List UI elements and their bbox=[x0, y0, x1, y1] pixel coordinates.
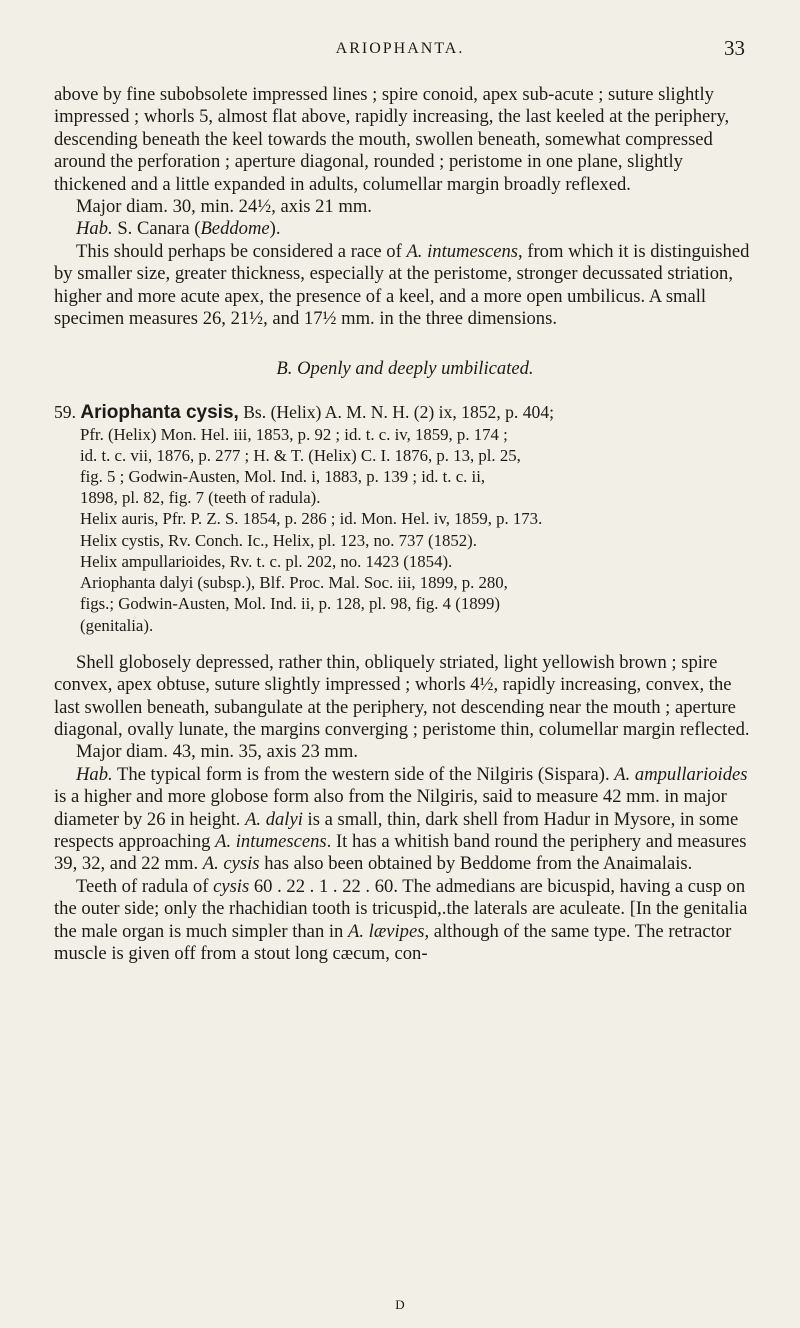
species-first-ref: Bs. (Helix) A. M. N. H. (2) ix, 1852, p. 404; bbox=[238, 402, 555, 423]
synonym-line: Ariophanta dalyi (subsp.), Blf. Proc. Mal. Soc. iii, 1899, p. 280, bbox=[80, 573, 508, 593]
remarks-text-a: This should perhaps be considered a race of bbox=[76, 240, 407, 262]
reference-line: id. t. c. vii, 1876, p. 277 ; H. & T. (Helix) C. I. 1876, p. 13, pl. 25, bbox=[80, 445, 521, 465]
species-italic: A. cysis bbox=[202, 853, 260, 875]
paragraph-habitat bbox=[54, 218, 756, 240]
species-header-line bbox=[54, 402, 756, 423]
remarks-species-name: A. intumescens bbox=[406, 240, 518, 262]
remarks-text-c: , from which it is distinguished by smaller size, greater thickness, especially at the peristome, stronger decussated striation, higher and more acute apex, the presence of a keel, and a more open umbilicus. A small specimen measures 26, 21½, and 17½ mm. in the three dimensions. bbox=[54, 240, 750, 330]
paragraph-measurements: Major diam. 30, min. 24½, axis 21 mm. bbox=[76, 196, 372, 218]
section-heading: B. Openly and deeply umbilicated. bbox=[276, 358, 534, 380]
hab-label: Hab. bbox=[76, 218, 113, 240]
hab-end: ). bbox=[269, 218, 281, 240]
synonym-line: Helix cystis, Rv. Conch. Ic., Helix, pl. 123, no. 737 (1852). bbox=[80, 530, 477, 550]
reference-line: fig. 5 ; Godwin-Austen, Mol. Ind. i, 1883, p. 139 ; id. t. c. ii, bbox=[80, 467, 486, 487]
synonym-line: Helix ampullarioides, Rv. t. c. pl. 202, no. 1423 (1854). bbox=[80, 551, 453, 571]
page-body bbox=[54, 84, 756, 965]
habitat-text: is a higher and more globose form also from the Nilgiris, said to measure 42 mm. in major diameter by 26 in height. bbox=[54, 786, 727, 830]
species-italic: A. dalyi bbox=[245, 808, 303, 830]
habitat-text: is a small, thin, dark shell from Hadur in Mysore, in some respects approaching bbox=[54, 808, 739, 852]
habitat-text: . It has a whitish band round the periphery and measures 39, 32, and 22 mm. bbox=[54, 830, 747, 875]
species-references bbox=[54, 424, 756, 509]
hab-author: Beddome bbox=[200, 218, 270, 240]
hab-label: Hab. bbox=[76, 763, 113, 785]
paragraph-radula bbox=[54, 876, 756, 966]
species-name: Ariophanta cysis, bbox=[80, 402, 239, 424]
species-italic: A. ampullarioides bbox=[614, 763, 748, 785]
species-entry bbox=[54, 402, 756, 635]
reference-line: Pfr. (Helix) Mon. Hel. iii, 1853, p. 92 ; id. t. c. iv, 1859, p. 174 ; bbox=[80, 424, 508, 444]
synonym-line: (genitalia). bbox=[80, 615, 154, 635]
radula-text: Teeth of radula of bbox=[76, 875, 214, 897]
synonym-line: figs.; Godwin-Austen, Mol. Ind. ii, p. 128, pl. 98, fig. 4 (1899) bbox=[80, 594, 500, 614]
species-italic: A. intumescens bbox=[215, 830, 327, 852]
species-italic: A. lævipes bbox=[348, 920, 425, 942]
species-number: 59. bbox=[54, 402, 76, 423]
paragraph-shell-measurements: Major diam. 43, min. 35, axis 23 mm. bbox=[76, 741, 358, 763]
running-head bbox=[0, 36, 800, 66]
page-number: 33 bbox=[724, 36, 745, 60]
paragraph-shell-habitat bbox=[54, 764, 756, 876]
paragraph-shell-description: Shell globosely depressed, rather thin, obliquely striated, light yellowish brown ; spire convex, apex obtuse, suture slightly impressed ; whorls 4½, rapidly increasing, convex, the last swollen beneath, subangulate at the periphery, not descending near the mouth ; aperture diagonal, ovally lunate, the margins converging ; peristome thin, columellar margin reflected. bbox=[54, 651, 750, 740]
habitat-text: has also been obtained by Beddome from the Anaimalais. bbox=[259, 853, 693, 875]
running-title: ARIOPHANTA. bbox=[335, 40, 465, 57]
paragraph-description-continued: above by fine subobsolete impressed lines ; spire conoid, apex sub-acute ; suture slightly impressed ; whorls 5, almost flat above, rapidly increasing, the last keeled at the periphery, descending beneath the keel towards the mouth, swollen beneath, somewhat compressed around the perforation ; aperture diagonal, rounded ; peristome in one plane, slightly thickened and a little expanded in adults, columellar margin broadly reflexed. bbox=[54, 84, 730, 195]
habitat-text: The typical form is from the western side of the Nilgiris (Sispara). bbox=[112, 763, 615, 785]
reference-line: 1898, pl. 82, fig. 7 (teeth of radula). bbox=[80, 488, 321, 508]
species-synonyms bbox=[54, 508, 756, 635]
synonym-line: Helix auris, Pfr. P. Z. S. 1854, p. 286 ; id. Mon. Hel. iv, 1859, p. 173. bbox=[80, 509, 543, 529]
radula-text: , although of the same type. The retractor muscle is given off from a stout long cæcum, con- bbox=[54, 920, 732, 964]
radula-text: 60 . 22 . 1 . 22 . 60. The admedians are bicuspid, having a cusp on the outer side; only the rhachidian tooth is tricuspid,.the laterals are aculeate. [In the genitalia the male organ is much simpler than in bbox=[54, 875, 748, 942]
signature-mark: D bbox=[395, 1297, 405, 1312]
species-italic: cysis bbox=[213, 875, 250, 897]
paragraph-remarks bbox=[54, 241, 756, 331]
hab-text: S. Canara ( bbox=[112, 218, 201, 240]
